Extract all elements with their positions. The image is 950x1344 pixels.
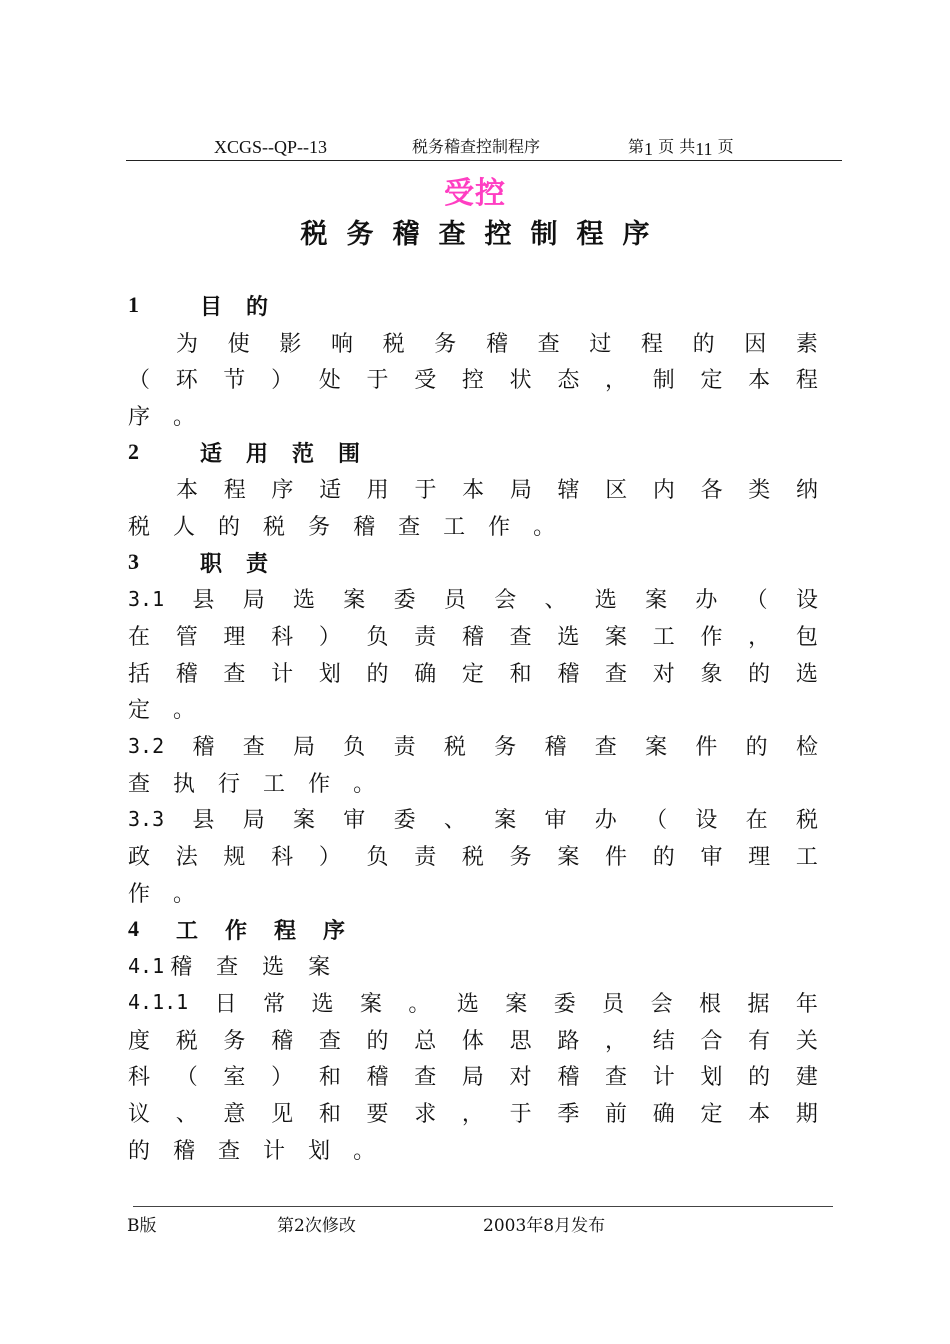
issue-date: 2003年8月发布 [483, 1216, 606, 1236]
clause-number: 4.1.1 [128, 990, 189, 1015]
document-code: XCGS--QP--13 [214, 137, 328, 157]
section-1-heading: 1 目的 [128, 292, 293, 320]
page-indicator: 第1 页 共11 页 [628, 137, 734, 159]
clause-number: 3.1 [128, 586, 165, 611]
controlled-stamp: 受控 [444, 176, 506, 211]
section-3-heading: 3 职责 [128, 549, 293, 577]
body-line: 作 。 [128, 881, 196, 907]
clause-number: 3.3 [128, 806, 165, 831]
total-pages: 11 [695, 139, 713, 159]
body-line: 税 人 的 税 务 稽 查 工 作 。 [128, 514, 556, 540]
page-header [126, 128, 842, 161]
body-line: 为 使 影 响 税 务 稽 查 过 程 的 因 素 [176, 331, 818, 357]
body-line: 的 稽 查 计 划 。 [128, 1138, 376, 1164]
section-2-heading: 2 适用范围 [128, 439, 385, 467]
subsection-heading: 4.1 稽 查 选 案 [128, 953, 331, 981]
body-line: 3.1 县 局 选 案 委 员 会 、 选 案 办 （ 设 [128, 586, 818, 614]
body-line: 3.3 县 局 案 审 委 、 案 审 办 （ 设 在 税 [128, 806, 818, 834]
body-line: （ 环 节 ） 处 于 受 控 状 态 ， 制 定 本 程 [128, 368, 818, 394]
page-footer [127, 1206, 833, 1236]
clause-number: 4.1 [128, 953, 165, 978]
revision-label: 第2次修改 [277, 1216, 356, 1236]
body-line: 科 （ 室 ） 和 稽 查 局 对 稽 查 计 划 的 建 [128, 1065, 818, 1091]
body-line: 3.2 稽 查 局 负 责 税 务 稽 查 案 件 的 检 [128, 733, 818, 761]
current-page: 1 [644, 139, 654, 159]
body-line: 序 。 [128, 404, 196, 430]
section-4-heading: 4 工作程序 [128, 916, 373, 944]
clause-number: 3.2 [128, 733, 165, 758]
document-title: 税务稽查控制程序 [300, 219, 669, 250]
body-line: 度 税 务 稽 查 的 总 体 思 路 ， 结 合 有 关 [128, 1028, 818, 1054]
body-line: 括 稽 查 计 划 的 确 定 和 稽 查 对 象 的 选 [128, 661, 818, 687]
body-line: 政 法 规 科 ） 负 责 税 务 案 件 的 审 理 工 [128, 845, 818, 871]
body-line: 议 、 意 见 和 要 求 ， 于 季 前 确 定 本 期 [128, 1101, 818, 1127]
body-line: 4.1.1 日 常 选 案 。 选 案 委 员 会 根 据 年 [128, 990, 818, 1017]
body-line: 查 执 行 工 作 。 [128, 771, 376, 797]
body-line: 定 。 [128, 698, 196, 724]
version-label: B版 [127, 1216, 157, 1236]
body-line: 本 程 序 适 用 于 本 局 辖 区 内 各 类 纳 [176, 478, 818, 504]
header-title: 税务稽查控制程序 [412, 137, 541, 156]
document-body [128, 287, 818, 1168]
body-line: 在 管 理 科 ） 负 责 稽 查 选 案 工 作 ， 包 [128, 625, 818, 651]
